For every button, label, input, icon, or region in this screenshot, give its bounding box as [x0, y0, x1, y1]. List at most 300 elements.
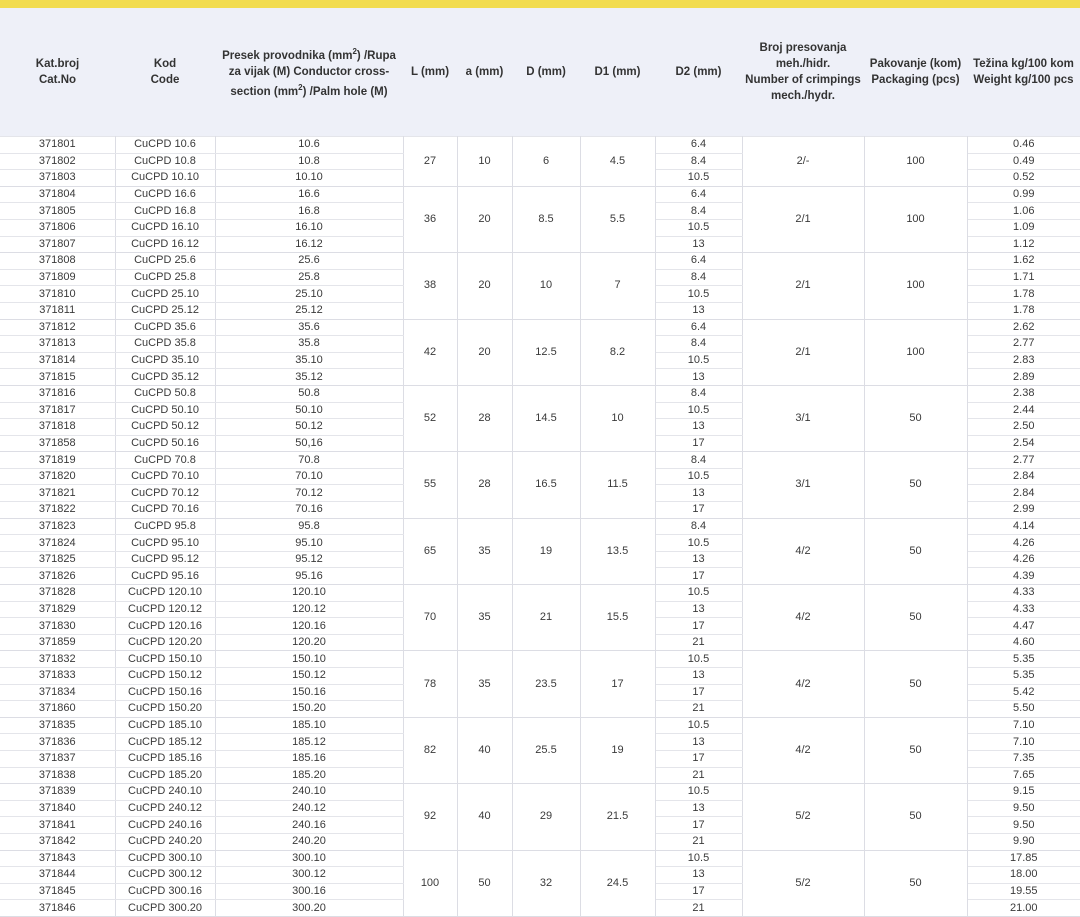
code-cell: CuCPD 185.12 — [115, 734, 215, 751]
weight-cell: 9.50 — [967, 800, 1080, 817]
d2-cell: 17 — [655, 568, 742, 585]
cross-section-cell: 50.8 — [215, 385, 403, 402]
d2-cell: 17 — [655, 435, 742, 452]
cat-no-cell: 371819 — [0, 452, 115, 469]
cross-section-cell: 50.12 — [215, 419, 403, 436]
weight-cell: 0.46 — [967, 137, 1080, 154]
l-cell: 42 — [403, 319, 457, 385]
code-cell: CuCPD 240.10 — [115, 784, 215, 801]
header-cross-section: Presek provodnika $(mm^2)$ /Rupa za vijak (M) Conductor cross-section $(mm^2)$ /Palm hole (M) — [215, 8, 403, 137]
cat-no-cell: 371810 — [0, 286, 115, 303]
d2-cell: 17 — [655, 684, 742, 701]
weight-cell: 5.35 — [967, 651, 1080, 668]
cat-no-cell: 371818 — [0, 419, 115, 436]
weight-cell: 0.52 — [967, 170, 1080, 187]
crimpings-cell: 4/2 — [742, 518, 864, 584]
code-cell: CuCPD 35.8 — [115, 336, 215, 353]
d1-cell: 19 — [580, 717, 655, 783]
weight-cell: 9.50 — [967, 817, 1080, 834]
d1-cell: 7 — [580, 253, 655, 319]
code-cell: CuCPD 50.16 — [115, 435, 215, 452]
header-d1: D1 (mm) — [580, 8, 655, 137]
code-cell: CuCPD 70.10 — [115, 468, 215, 485]
weight-cell: 5.50 — [967, 701, 1080, 718]
cat-no-cell: 371824 — [0, 535, 115, 552]
cat-no-cell: 371860 — [0, 701, 115, 718]
code-cell: CuCPD 50.8 — [115, 385, 215, 402]
weight-cell: 1.06 — [967, 203, 1080, 220]
a-cell: 35 — [457, 585, 512, 651]
cat-no-cell: 371826 — [0, 568, 115, 585]
cat-no-cell: 371837 — [0, 750, 115, 767]
cat-no-cell: 371813 — [0, 336, 115, 353]
cross-section-cell: 240.10 — [215, 784, 403, 801]
d2-cell: 17 — [655, 502, 742, 519]
table-row — [0, 717, 1080, 734]
weight-cell: 1.78 — [967, 286, 1080, 303]
code-cell: CuCPD 120.20 — [115, 634, 215, 651]
cross-section-cell: 185.20 — [215, 767, 403, 784]
d2-cell: 6.4 — [655, 186, 742, 203]
d-cell: 16.5 — [512, 452, 580, 518]
d2-cell: 13 — [655, 867, 742, 884]
weight-cell: 2.84 — [967, 485, 1080, 502]
code-cell: CuCPD 300.12 — [115, 867, 215, 884]
weight-cell: 18.00 — [967, 867, 1080, 884]
cat-no-cell: 371814 — [0, 352, 115, 369]
code-cell: CuCPD 240.12 — [115, 800, 215, 817]
cross-section-cell: 35.12 — [215, 369, 403, 386]
weight-cell: 4.47 — [967, 618, 1080, 635]
a-cell: 50 — [457, 850, 512, 916]
header-row — [0, 8, 1080, 137]
top-accent-bar — [0, 0, 1080, 8]
weight-cell: 2.62 — [967, 319, 1080, 336]
d2-cell: 13 — [655, 551, 742, 568]
table-row — [0, 518, 1080, 535]
d-cell: 25.5 — [512, 717, 580, 783]
cat-no-cell: 371812 — [0, 319, 115, 336]
crimpings-cell: 4/2 — [742, 717, 864, 783]
d2-cell: 13 — [655, 485, 742, 502]
weight-cell: 7.10 — [967, 717, 1080, 734]
d2-cell: 21 — [655, 833, 742, 850]
cat-no-cell: 371858 — [0, 435, 115, 452]
cat-no-cell: 371807 — [0, 236, 115, 253]
l-cell: 65 — [403, 518, 457, 584]
weight-cell: 4.26 — [967, 551, 1080, 568]
weight-cell: 4.39 — [967, 568, 1080, 585]
code-cell: CuCPD 10.6 — [115, 137, 215, 154]
d2-cell: 10.5 — [655, 784, 742, 801]
d2-cell: 17 — [655, 817, 742, 834]
cat-no-cell: 371830 — [0, 618, 115, 635]
code-cell: CuCPD 10.10 — [115, 170, 215, 187]
d2-cell: 10.5 — [655, 717, 742, 734]
cat-no-cell: 371817 — [0, 402, 115, 419]
code-cell: CuCPD 95.10 — [115, 535, 215, 552]
code-cell: CuCPD 16.8 — [115, 203, 215, 220]
d1-cell: 8.2 — [580, 319, 655, 385]
a-cell: 10 — [457, 137, 512, 187]
weight-cell: 4.26 — [967, 535, 1080, 552]
crimpings-cell: 2/1 — [742, 186, 864, 252]
code-cell: CuCPD 185.10 — [115, 717, 215, 734]
weight-cell: 0.99 — [967, 186, 1080, 203]
header-d2: D2 (mm) — [655, 8, 742, 137]
cross-section-cell: 50,16 — [215, 435, 403, 452]
cross-section-cell: 150.10 — [215, 651, 403, 668]
d2-cell: 17 — [655, 750, 742, 767]
d2-cell: 21 — [655, 900, 742, 917]
d2-cell: 10.5 — [655, 286, 742, 303]
cat-no-cell: 371840 — [0, 800, 115, 817]
d1-cell: 11.5 — [580, 452, 655, 518]
cat-no-cell: 371809 — [0, 269, 115, 286]
cat-no-cell: 371834 — [0, 684, 115, 701]
code-cell: CuCPD 300.16 — [115, 883, 215, 900]
code-cell: CuCPD 185.16 — [115, 750, 215, 767]
weight-cell: 9.90 — [967, 833, 1080, 850]
cross-section-cell: 50.10 — [215, 402, 403, 419]
table-row — [0, 137, 1080, 154]
cross-section-cell: 185.10 — [215, 717, 403, 734]
weight-cell: 1.62 — [967, 253, 1080, 270]
cat-no-cell: 371815 — [0, 369, 115, 386]
weight-cell: 4.14 — [967, 518, 1080, 535]
weight-cell: 4.60 — [967, 634, 1080, 651]
d-cell: 12.5 — [512, 319, 580, 385]
cat-no-cell: 371820 — [0, 468, 115, 485]
code-cell: CuCPD 25.6 — [115, 253, 215, 270]
table-row — [0, 784, 1080, 801]
code-cell: CuCPD 35.12 — [115, 369, 215, 386]
table-row — [0, 585, 1080, 602]
code-cell: CuCPD 300.20 — [115, 900, 215, 917]
packaging-cell: 50 — [864, 585, 967, 651]
cat-no-cell: 371822 — [0, 502, 115, 519]
cat-no-cell: 371816 — [0, 385, 115, 402]
d-cell: 19 — [512, 518, 580, 584]
weight-cell: 7.35 — [967, 750, 1080, 767]
l-cell: 82 — [403, 717, 457, 783]
d2-cell: 8.4 — [655, 269, 742, 286]
cat-no-cell: 371811 — [0, 302, 115, 319]
d2-cell: 21 — [655, 634, 742, 651]
cross-section-cell: 95.16 — [215, 568, 403, 585]
a-cell: 20 — [457, 253, 512, 319]
cross-section-cell: 10.8 — [215, 153, 403, 170]
cross-section-cell: 16.12 — [215, 236, 403, 253]
header-cat-no: Kat.broj Cat.No — [0, 8, 115, 137]
code-cell: CuCPD 16.12 — [115, 236, 215, 253]
d-cell: 32 — [512, 850, 580, 916]
header-d: D (mm) — [512, 8, 580, 137]
cat-no-cell: 371828 — [0, 585, 115, 602]
weight-cell: 1.78 — [967, 302, 1080, 319]
cross-section-cell: 35.6 — [215, 319, 403, 336]
cat-no-cell: 371846 — [0, 900, 115, 917]
d1-cell: 13.5 — [580, 518, 655, 584]
d-cell: 23.5 — [512, 651, 580, 717]
weight-cell: 2.83 — [967, 352, 1080, 369]
header-l: L (mm) — [403, 8, 457, 137]
d1-cell: 15.5 — [580, 585, 655, 651]
cat-no-cell: 371838 — [0, 767, 115, 784]
d-cell: 8.5 — [512, 186, 580, 252]
packaging-cell: 50 — [864, 717, 967, 783]
l-cell: 100 — [403, 850, 457, 916]
d1-cell: 10 — [580, 385, 655, 451]
cross-section-cell: 16.10 — [215, 219, 403, 236]
table-row — [0, 385, 1080, 402]
cross-section-cell: 35.8 — [215, 336, 403, 353]
code-cell: CuCPD 70.8 — [115, 452, 215, 469]
weight-cell: 9.15 — [967, 784, 1080, 801]
cat-no-cell: 371805 — [0, 203, 115, 220]
code-cell: CuCPD 50.12 — [115, 419, 215, 436]
d2-cell: 13 — [655, 800, 742, 817]
header-crimpings: Broj presovanja meh./hidr. Number of crimpings mech./hydr. — [742, 8, 864, 137]
d2-cell: 6.4 — [655, 253, 742, 270]
a-cell: 35 — [457, 518, 512, 584]
packaging-cell: 50 — [864, 385, 967, 451]
cat-no-cell: 371845 — [0, 883, 115, 900]
cross-section-cell: 70.16 — [215, 502, 403, 519]
cross-section-cell: 25.8 — [215, 269, 403, 286]
a-cell: 35 — [457, 651, 512, 717]
d2-cell: 8.4 — [655, 385, 742, 402]
cat-no-cell: 371821 — [0, 485, 115, 502]
cat-no-cell: 371843 — [0, 850, 115, 867]
a-cell: 28 — [457, 452, 512, 518]
cross-section-cell: 16.8 — [215, 203, 403, 220]
d2-cell: 13 — [655, 734, 742, 751]
weight-cell: 2.44 — [967, 402, 1080, 419]
cat-no-cell: 371832 — [0, 651, 115, 668]
weight-cell: 1.09 — [967, 219, 1080, 236]
d-cell: 21 — [512, 585, 580, 651]
d2-cell: 6.4 — [655, 137, 742, 154]
d2-cell: 17 — [655, 618, 742, 635]
packaging-cell: 50 — [864, 518, 967, 584]
cross-section-cell: 185.16 — [215, 750, 403, 767]
packaging-cell: 50 — [864, 850, 967, 916]
d2-cell: 13 — [655, 419, 742, 436]
header-a: a (mm) — [457, 8, 512, 137]
packaging-cell: 100 — [864, 137, 967, 187]
d1-cell: 24.5 — [580, 850, 655, 916]
cross-section-cell: 10.10 — [215, 170, 403, 187]
cross-section-cell: 70.10 — [215, 468, 403, 485]
a-cell: 40 — [457, 784, 512, 850]
weight-cell: 2.77 — [967, 452, 1080, 469]
crimpings-cell: 4/2 — [742, 651, 864, 717]
code-cell: CuCPD 120.16 — [115, 618, 215, 635]
d1-cell: 21.5 — [580, 784, 655, 850]
packaging-cell: 100 — [864, 253, 967, 319]
d2-cell: 13 — [655, 668, 742, 685]
code-cell: CuCPD 70.12 — [115, 485, 215, 502]
l-cell: 38 — [403, 253, 457, 319]
weight-cell: 7.10 — [967, 734, 1080, 751]
d-cell: 6 — [512, 137, 580, 187]
product-table — [0, 8, 1080, 917]
cross-section-cell: 185.12 — [215, 734, 403, 751]
cross-section-cell: 35.10 — [215, 352, 403, 369]
crimpings-cell: 5/2 — [742, 850, 864, 916]
d-cell: 10 — [512, 253, 580, 319]
cat-no-cell: 371833 — [0, 668, 115, 685]
code-cell: CuCPD 300.10 — [115, 850, 215, 867]
d2-cell: 21 — [655, 701, 742, 718]
table-body — [0, 137, 1080, 917]
code-cell: CuCPD 120.12 — [115, 601, 215, 618]
code-cell: CuCPD 25.10 — [115, 286, 215, 303]
d2-cell: 6.4 — [655, 319, 742, 336]
cross-section-cell: 120.20 — [215, 634, 403, 651]
code-cell: CuCPD 120.10 — [115, 585, 215, 602]
cross-section-cell: 120.12 — [215, 601, 403, 618]
code-cell: CuCPD 16.6 — [115, 186, 215, 203]
weight-cell: 2.38 — [967, 385, 1080, 402]
crimpings-cell: 3/1 — [742, 452, 864, 518]
a-cell: 20 — [457, 186, 512, 252]
cross-section-cell: 300.10 — [215, 850, 403, 867]
code-cell: CuCPD 150.12 — [115, 668, 215, 685]
d1-cell: 5.5 — [580, 186, 655, 252]
d2-cell: 8.4 — [655, 336, 742, 353]
d2-cell: 13 — [655, 236, 742, 253]
cat-no-cell: 371829 — [0, 601, 115, 618]
d2-cell: 10.5 — [655, 170, 742, 187]
d2-cell: 13 — [655, 302, 742, 319]
weight-cell: 1.12 — [967, 236, 1080, 253]
weight-cell: 2.77 — [967, 336, 1080, 353]
d2-cell: 13 — [655, 369, 742, 386]
packaging-cell: 50 — [864, 784, 967, 850]
table-row — [0, 319, 1080, 336]
weight-cell: 4.33 — [967, 585, 1080, 602]
crimpings-cell: 4/2 — [742, 585, 864, 651]
cat-no-cell: 371842 — [0, 833, 115, 850]
cat-no-cell: 371804 — [0, 186, 115, 203]
a-cell: 40 — [457, 717, 512, 783]
cat-no-cell: 371801 — [0, 137, 115, 154]
cross-section-cell: 240.12 — [215, 800, 403, 817]
weight-cell: 4.33 — [967, 601, 1080, 618]
code-cell: CuCPD 240.20 — [115, 833, 215, 850]
cat-no-cell: 371806 — [0, 219, 115, 236]
l-cell: 78 — [403, 651, 457, 717]
code-cell: CuCPD 150.10 — [115, 651, 215, 668]
code-cell: CuCPD 16.10 — [115, 219, 215, 236]
l-cell: 55 — [403, 452, 457, 518]
packaging-cell: 100 — [864, 186, 967, 252]
weight-cell: 2.89 — [967, 369, 1080, 386]
d2-cell: 13 — [655, 601, 742, 618]
code-cell: CuCPD 240.16 — [115, 817, 215, 834]
code-cell: CuCPD 95.12 — [115, 551, 215, 568]
cat-no-cell: 371835 — [0, 717, 115, 734]
cross-section-cell: 10.6 — [215, 137, 403, 154]
header-weight: Težina kg/100 kom Weight kg/100 pcs — [967, 8, 1080, 137]
weight-cell: 2.54 — [967, 435, 1080, 452]
cross-section-cell: 95.8 — [215, 518, 403, 535]
d-cell: 29 — [512, 784, 580, 850]
d2-cell: 10.5 — [655, 651, 742, 668]
code-cell: CuCPD 95.16 — [115, 568, 215, 585]
d2-cell: 21 — [655, 767, 742, 784]
cross-section-cell: 95.12 — [215, 551, 403, 568]
cross-section-cell: 16.6 — [215, 186, 403, 203]
l-cell: 70 — [403, 585, 457, 651]
code-cell: CuCPD 10.8 — [115, 153, 215, 170]
weight-cell: 2.50 — [967, 419, 1080, 436]
weight-cell: 17.85 — [967, 850, 1080, 867]
d2-cell: 10.5 — [655, 352, 742, 369]
a-cell: 20 — [457, 319, 512, 385]
cross-section-cell: 25.10 — [215, 286, 403, 303]
packaging-cell: 50 — [864, 452, 967, 518]
weight-cell: 19.55 — [967, 883, 1080, 900]
cross-section-cell: 240.20 — [215, 833, 403, 850]
d1-cell: 4.5 — [580, 137, 655, 187]
cross-section-cell: 120.16 — [215, 618, 403, 635]
d2-cell: 17 — [655, 883, 742, 900]
d1-cell: 17 — [580, 651, 655, 717]
l-cell: 52 — [403, 385, 457, 451]
d2-cell: 8.4 — [655, 203, 742, 220]
weight-cell: 2.99 — [967, 502, 1080, 519]
l-cell: 27 — [403, 137, 457, 187]
weight-cell: 21.00 — [967, 900, 1080, 917]
cross-section-cell: 240.16 — [215, 817, 403, 834]
code-cell: CuCPD 150.16 — [115, 684, 215, 701]
cross-section-cell: 95.10 — [215, 535, 403, 552]
table-row — [0, 651, 1080, 668]
code-cell: CuCPD 95.8 — [115, 518, 215, 535]
cross-section-cell: 300.20 — [215, 900, 403, 917]
crimpings-cell: 5/2 — [742, 784, 864, 850]
d2-cell: 10.5 — [655, 585, 742, 602]
cat-no-cell: 371803 — [0, 170, 115, 187]
cross-section-cell: 25.12 — [215, 302, 403, 319]
packaging-cell: 50 — [864, 651, 967, 717]
d2-cell: 10.5 — [655, 535, 742, 552]
d-cell: 14.5 — [512, 385, 580, 451]
table-row — [0, 186, 1080, 203]
header-packaging: Pakovanje (kom) Packaging (pcs) — [864, 8, 967, 137]
crimpings-cell: 2/1 — [742, 319, 864, 385]
cross-section-cell: 150.16 — [215, 684, 403, 701]
cross-section-cell: 150.12 — [215, 668, 403, 685]
cat-no-cell: 371823 — [0, 518, 115, 535]
cat-no-cell: 371839 — [0, 784, 115, 801]
code-cell: CuCPD 150.20 — [115, 701, 215, 718]
cross-section-cell: 120.10 — [215, 585, 403, 602]
d2-cell: 8.4 — [655, 153, 742, 170]
cat-no-cell: 371844 — [0, 867, 115, 884]
cross-section-cell: 300.16 — [215, 883, 403, 900]
table-row — [0, 452, 1080, 469]
cat-no-cell: 371825 — [0, 551, 115, 568]
cross-section-cell: 25.6 — [215, 253, 403, 270]
cat-no-cell: 371836 — [0, 734, 115, 751]
code-cell: CuCPD 50.10 — [115, 402, 215, 419]
cat-no-cell: 371808 — [0, 253, 115, 270]
weight-cell: 7.65 — [967, 767, 1080, 784]
